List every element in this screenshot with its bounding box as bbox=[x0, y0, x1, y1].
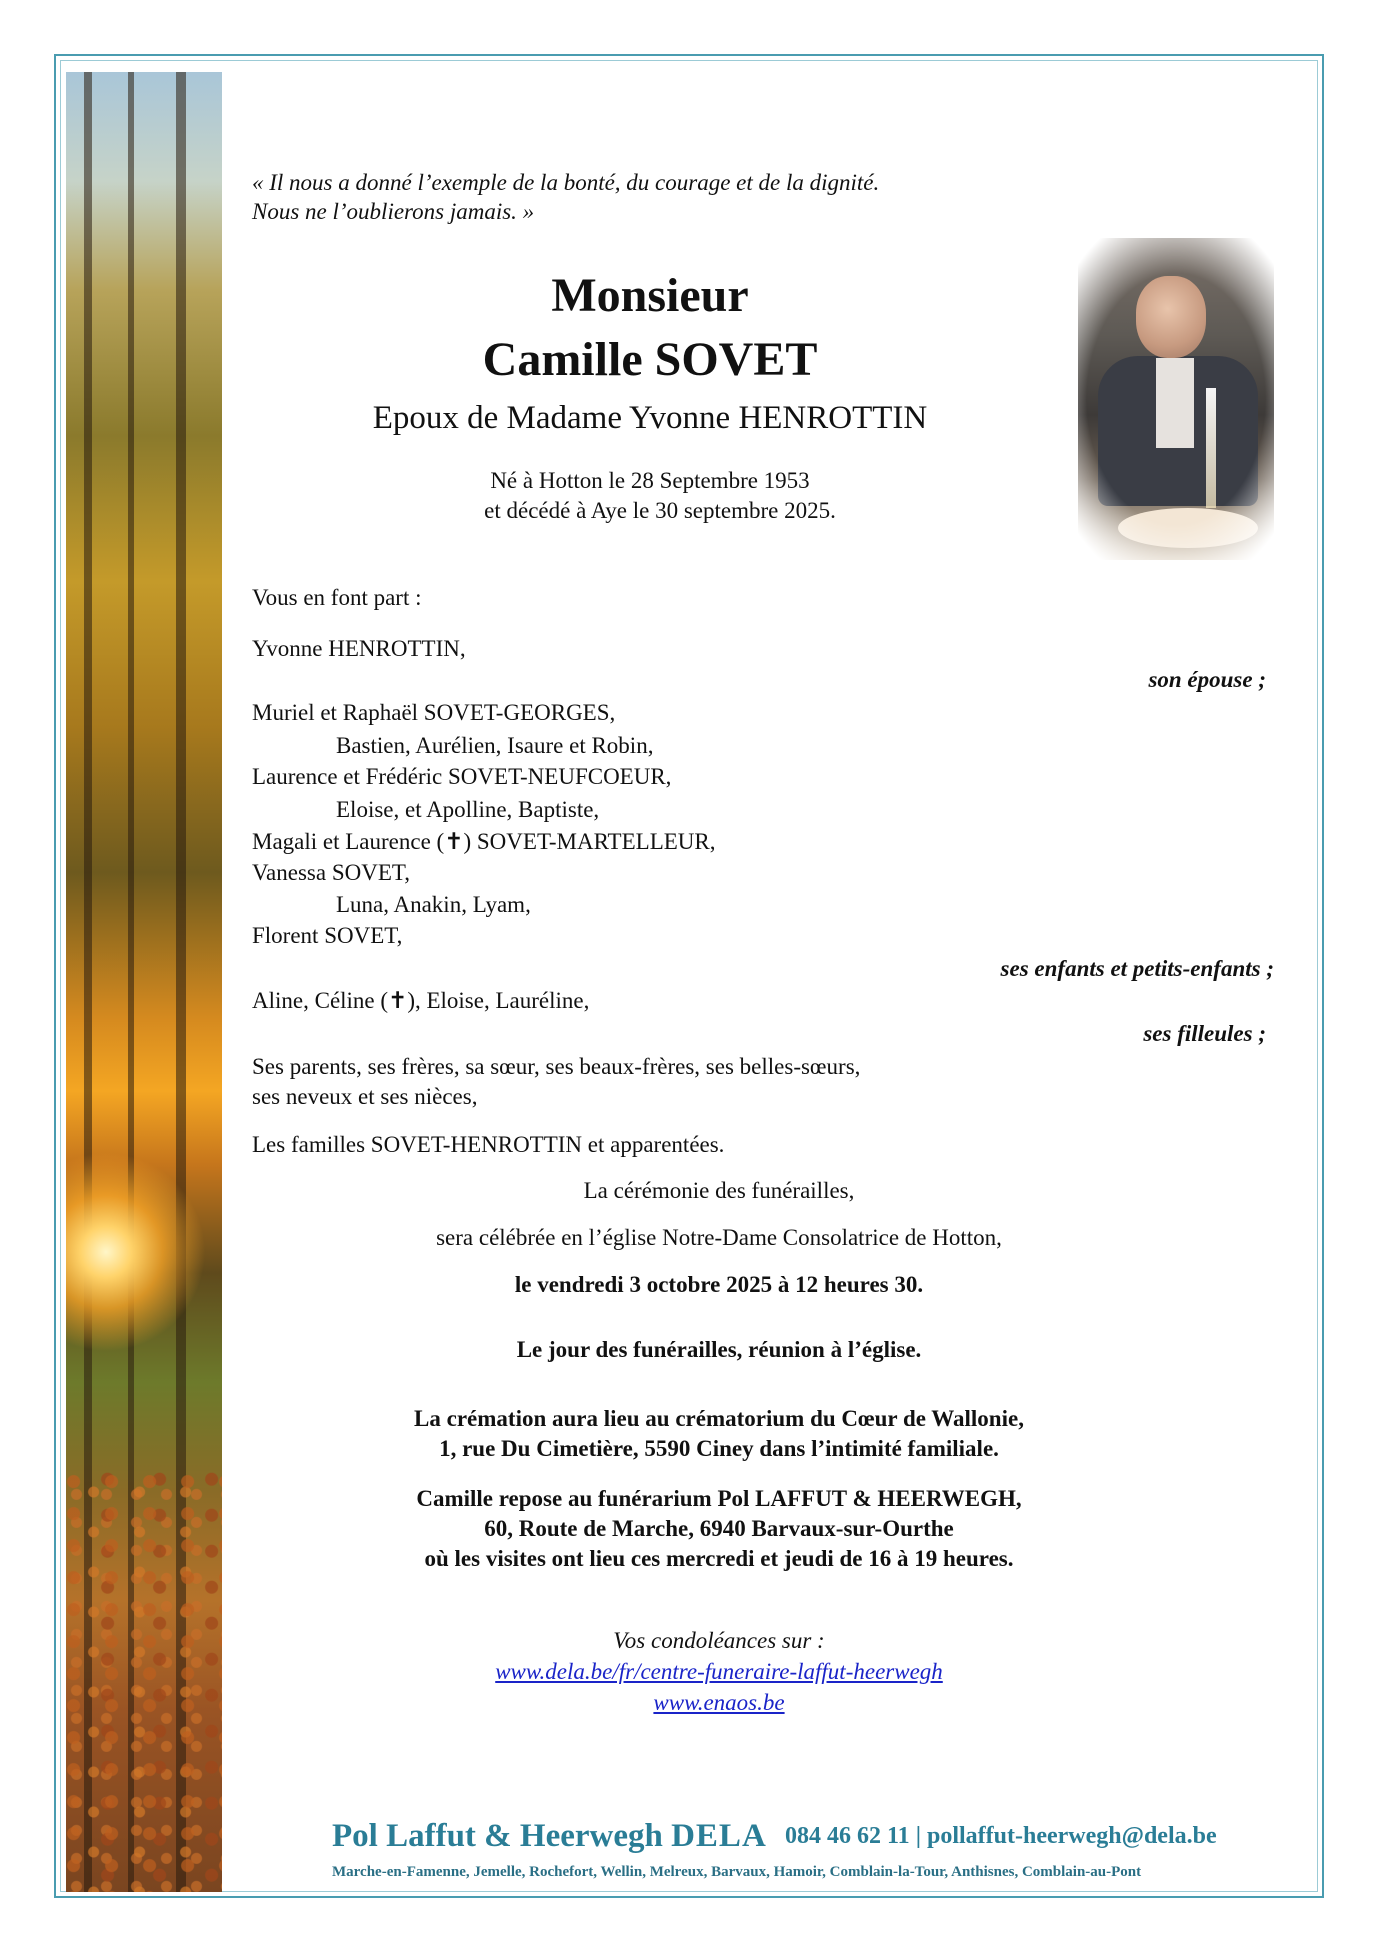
photo-cake bbox=[1118, 508, 1258, 548]
relatives-line-1: Ses parents, ses frères, sa sœur, ses beaux-frères, ses belles-sœurs, bbox=[252, 1054, 861, 1079]
rest-line-3: où les visites ont lieu ces mercredi et jeudi de 16 à 19 heures. bbox=[424, 1546, 1014, 1571]
footer-places: Marche-en-Famenne, Jemelle, Rochefort, Wellin, Melreux, Barvaux, Hamoir, Comblain-la-Tour, Anthisnes, Comblain-au-Pont bbox=[332, 1864, 1142, 1880]
photo-sparkler bbox=[1206, 388, 1216, 508]
family-line: Luna, Anakin, Lyam, bbox=[336, 892, 531, 917]
condolences-label: Vos condoléances sur : bbox=[613, 1628, 825, 1653]
deceased-title: Monsieur bbox=[551, 269, 749, 322]
photo-face bbox=[1136, 276, 1206, 358]
birth-line: Né à Hotton le 28 Septembre 1953 bbox=[490, 468, 810, 493]
cremation-line-1: La crémation aura lieu au crématorium du Cœur de Wallonie, bbox=[414, 1406, 1024, 1431]
quote-line-1: « Il nous a donné l’exemple de la bonté, du courage et de la dignité. bbox=[252, 170, 880, 195]
spouse-role: son épouse ; bbox=[1148, 667, 1266, 692]
death-line: et décédé à Aye le 30 septembre 2025. bbox=[484, 498, 836, 523]
family-line: Muriel et Raphaël SOVET-GEORGES, bbox=[252, 700, 616, 725]
fallen-leaves bbox=[66, 1472, 222, 1892]
email-address: pollaffut-heerwegh@dela.be bbox=[926, 1823, 1217, 1849]
rest-line-1: Camille repose au funérarium Pol LAFFUT & HEERWEGH, bbox=[416, 1486, 1022, 1511]
brand-name: Pol Laffut & Heerwegh bbox=[332, 1818, 663, 1854]
ceremony-line-2: sera célébrée en l’église Notre-Dame Consolatrice de Hotton, bbox=[436, 1225, 1002, 1250]
dela-logo: DELA bbox=[671, 1818, 767, 1854]
family-line: Laurence et Frédéric SOVET-NEUFCOEUR, bbox=[252, 764, 672, 789]
condolences-link-row bbox=[320, 1657, 1118, 1686]
condolences-link-row bbox=[320, 1688, 1118, 1717]
ceremony-meeting: Le jour des funérailles, réunion à l’église. bbox=[516, 1337, 922, 1362]
footer-brand bbox=[332, 1818, 767, 1855]
ceremony-date: le vendredi 3 octobre 2025 à 12 heures 30. bbox=[514, 1272, 924, 1297]
quote-line-2: Nous ne l’oublierons jamais. » bbox=[252, 199, 535, 224]
portrait-photo bbox=[1078, 238, 1274, 560]
deceased-name: Camille SOVET bbox=[482, 333, 818, 386]
family-line: Florent SOVET, bbox=[252, 923, 403, 948]
goddaughters: Aline, Céline (✝), Eloise, Lauréline, bbox=[252, 988, 590, 1013]
spouse-name: Yvonne HENROTTIN, bbox=[252, 636, 466, 661]
contact-separator: | bbox=[915, 1823, 921, 1849]
enaos-link[interactable]: www.enaos.be bbox=[653, 1690, 785, 1715]
rest-line-2: 60, Route de Marche, 6940 Barvaux-sur-Ourthe bbox=[484, 1516, 954, 1541]
footer-contact bbox=[785, 1823, 1217, 1850]
goddaughters-role: ses filleules ; bbox=[1143, 1021, 1266, 1046]
announcement-intro: Vous en font part : bbox=[252, 585, 422, 610]
dela-link[interactable]: www.dela.be/fr/centre-funeraire-laffut-heerwegh bbox=[495, 1659, 943, 1684]
family-line: Vanessa SOVET, bbox=[252, 860, 410, 885]
autumn-forest-image bbox=[66, 72, 222, 1892]
family-line: Bastien, Aurélien, Isaure et Robin, bbox=[336, 733, 654, 758]
family-line: Eloise, et Apolline, Baptiste, bbox=[336, 797, 600, 822]
relatives-line-2: ses neveux et ses nièces, bbox=[252, 1084, 478, 1109]
phone-number: 084 46 62 11 bbox=[785, 1823, 910, 1849]
children-role: ses enfants et petits-enfants ; bbox=[1000, 956, 1274, 981]
cremation-line-2: 1, rue Du Cimetière, 5590 Ciney dans l’intimité familiale. bbox=[439, 1436, 999, 1461]
spouse-line: Epoux de Madame Yvonne HENROTTIN bbox=[372, 400, 928, 436]
family-line: Magali et Laurence (✝) SOVET-MARTELLEUR, bbox=[252, 829, 716, 854]
photo-shirt bbox=[1156, 358, 1194, 448]
families-line: Les familles SOVET-HENROTTIN et apparentées. bbox=[252, 1132, 725, 1157]
ceremony-line-1: La cérémonie des funérailles, bbox=[583, 1178, 855, 1203]
